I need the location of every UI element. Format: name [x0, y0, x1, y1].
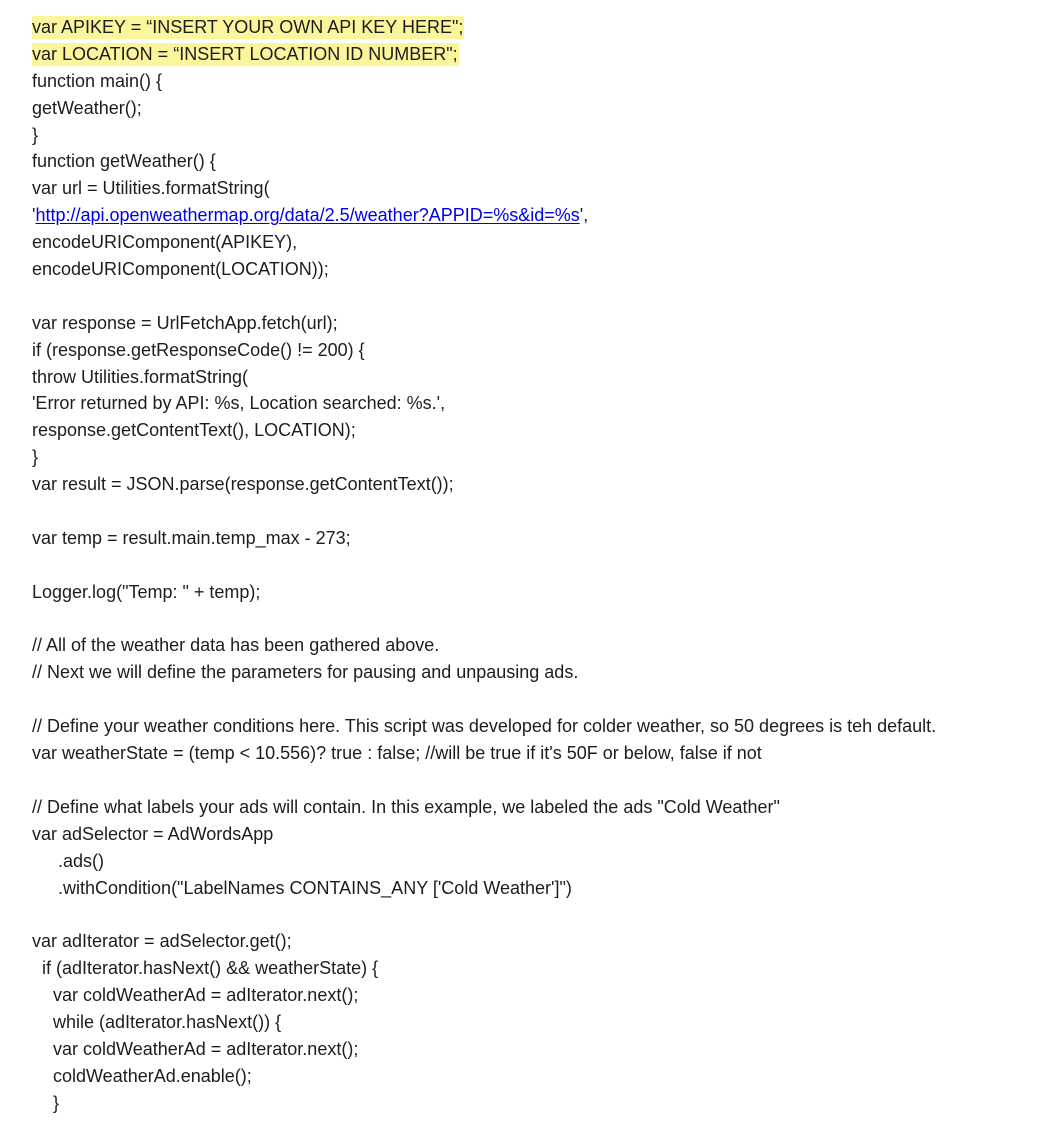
quote-open: ' [32, 205, 36, 226]
highlighted-location[interactable]: var LOCATION = “INSERT LOCATION ID NUMBER"; [32, 43, 458, 64]
code-line: throw Utilities.formatString( [32, 366, 249, 387]
blank-line [32, 552, 1032, 579]
code-line: var weatherState = (temp < 10.556)? true : false; //will be true if it's 50F or below, false if not [32, 743, 762, 764]
code-line: var adIterator = adSelector.get(); [32, 931, 292, 952]
blank-line [32, 901, 1032, 928]
code-line: 'Error returned by API: %s, Location searched: %s.', [32, 393, 446, 414]
code-line: var temp = result.main.temp_max - 273; [32, 527, 351, 548]
code-line: } [53, 1092, 60, 1113]
code-line: getWeather(); [32, 97, 142, 118]
highlighted-apikey[interactable]: var APIKEY = “INSERT YOUR OWN API KEY HERE"; [32, 17, 464, 37]
code-line: var coldWeatherAd = adIterator.next(); [53, 985, 359, 1006]
blank-line [32, 606, 1032, 633]
code-line: while (adIterator.hasNext()) { [53, 1011, 282, 1032]
code-line: var coldWeatherAd = adIterator.next(); [53, 1038, 359, 1059]
code-line: function getWeather() { [32, 151, 216, 172]
comment-line: // All of the weather data has been gathered above. [32, 635, 440, 656]
code-line: function main() { [32, 70, 163, 91]
code-line: .ads() [58, 850, 105, 871]
code-line-url [32, 202, 1032, 229]
code-line: encodeURIComponent(LOCATION)); [32, 259, 329, 280]
code-line: if (response.getResponseCode() != 200) { [32, 339, 365, 360]
code-line: Logger.log("Temp: " + temp); [32, 581, 261, 602]
blank-line [32, 498, 1032, 525]
code-line: var adSelector = AdWordsApp [32, 823, 274, 844]
code-line-apikey [32, 14, 1032, 41]
comment-line: // Define your weather conditions here. This script was developed for colder weather, so 50 degrees is teh default. [32, 716, 937, 737]
comment-line: // Next we will define the parameters for pausing and unpausing ads. [32, 662, 579, 683]
code-line: var response = UrlFetchApp.fetch(url); [32, 312, 338, 333]
code-line: .withCondition("LabelNames CONTAINS_ANY ['Cold Weather']") [58, 877, 572, 898]
code-line: } [32, 447, 39, 468]
api-url-link[interactable]: http://api.openweathermap.org/data/2.5/weather?APPID=%s&id=%s [35, 205, 580, 226]
code-line: var result = JSON.parse(response.getContentText()); [32, 474, 454, 495]
code-line-location [32, 41, 1032, 68]
comment-line: // Define what labels your ads will contain. In this example, we labeled the ads "Cold Weather" [32, 796, 780, 817]
blank-line [32, 283, 1032, 310]
code-document [32, 14, 1032, 1117]
code-line: coldWeatherAd.enable(); [53, 1065, 252, 1086]
quote-close: ', [579, 205, 589, 226]
blank-line [32, 686, 1032, 713]
code-line: encodeURIComponent(APIKEY), [32, 232, 298, 253]
blank-line [32, 767, 1032, 794]
code-line: var url = Utilities.formatString( [32, 178, 270, 199]
code-line: if (adIterator.hasNext() && weatherState) { [42, 958, 379, 979]
code-line: } [32, 124, 39, 145]
code-line: response.getContentText(), LOCATION); [32, 420, 356, 441]
